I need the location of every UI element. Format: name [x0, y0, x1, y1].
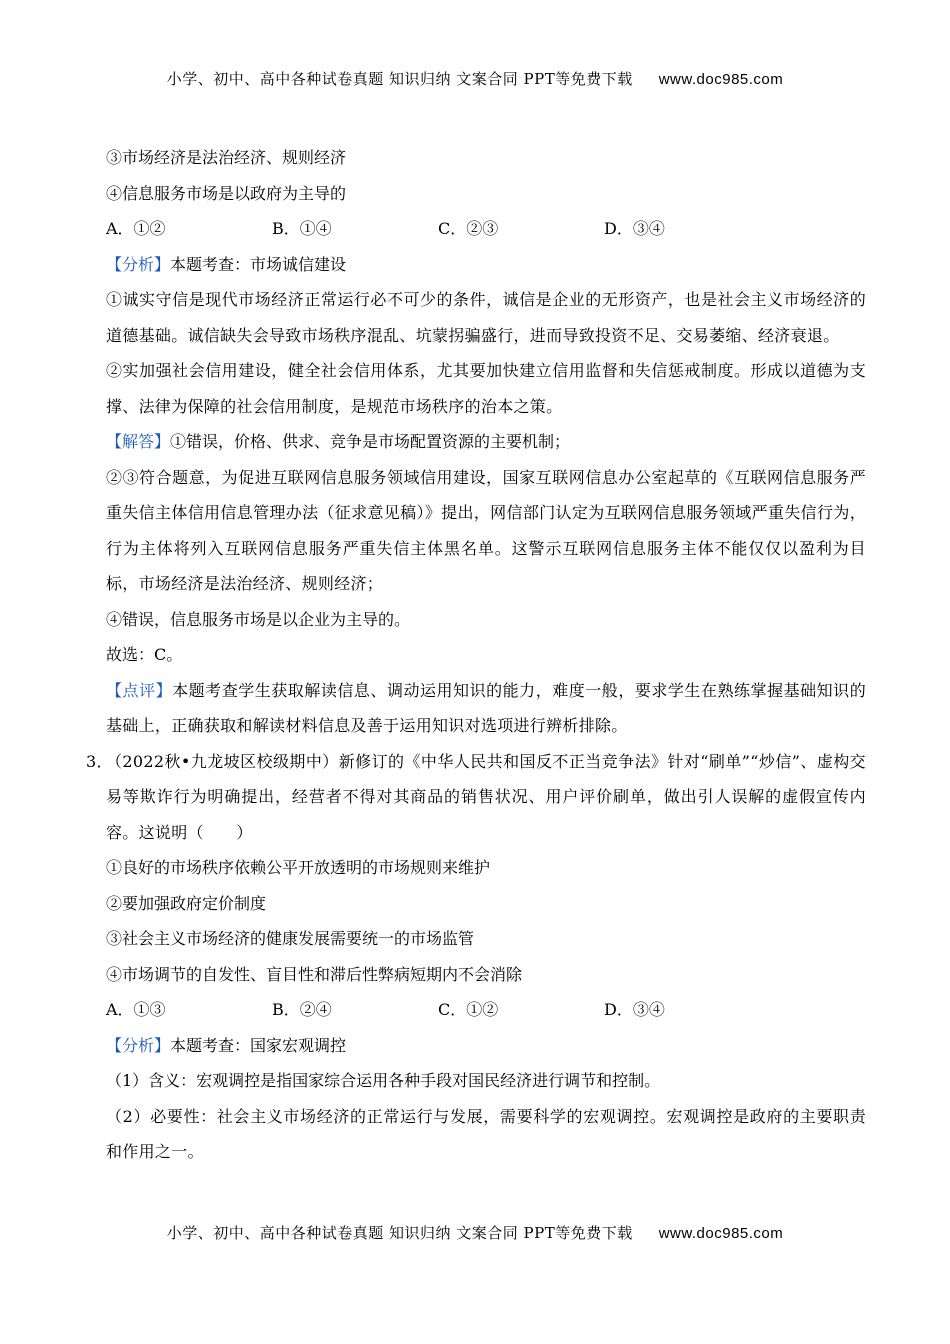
q3-item-4: ④市场调节的自发性、盲目性和滞后性弊病短期内不会消除 — [106, 964, 523, 984]
q3-option-a: A．①③ — [106, 1000, 166, 1019]
q2-choice: 故选：C。 — [106, 645, 183, 664]
analysis-tag: 【分析】 — [106, 254, 171, 274]
page-footer — [0, 1222, 950, 1243]
q3-analysis-tag: 【分析】 — [106, 1035, 171, 1055]
q3-options — [106, 992, 866, 1028]
q3-number: 3． — [86, 751, 113, 771]
q2-answer-paragraph-3: ④错误，信息服务市场是以企业为主导的。 — [106, 609, 411, 629]
q3-analysis-heading — [106, 1028, 866, 1064]
comment-text: 本题考查学生获取解读信息、调动运用知识的能力，难度一般，要求学生在熟练掌握基础知识的基础上，正确获取和解读材料信息及善于运用知识对选项进行辨析排除。 — [106, 680, 866, 735]
q2-option-a: A．①② — [106, 219, 166, 238]
answer-line-1: ①错误，价格、供求、竞争是市场配置资源的主要机制； — [170, 432, 571, 451]
q3-stem — [86, 744, 866, 851]
answer-tag: 【解答】 — [106, 432, 171, 451]
document-body — [86, 140, 866, 1170]
analysis-title: 本题考查：市场诚信建设 — [170, 254, 347, 274]
q3-option-b: B．②④ — [272, 1000, 332, 1019]
q2-item-4: ④信息服务市场是以政府为主导的 — [106, 183, 347, 203]
q3-analysis-paragraph-1: （1）含义：宏观调控是指国家综合运用各种手段对国民经济进行调节和控制。 — [106, 1071, 661, 1090]
q3-stem-text: （2022秋•九龙坡区校级期中）新修订的《中华人民共和国反不正当竞争法》针对“刷单”“炒信”、虚构交易等欺诈行为明确提出，经营者不得对其商品的销售状况、用户评价刷单，做出引人误解的虚假宣传内容。这说明（ ） — [106, 751, 866, 842]
q2-option-d: D．③④ — [604, 219, 665, 238]
q3-item-3: ③社会主义市场经济的健康发展需要统一的市场监管 — [106, 929, 475, 948]
q2-answer-heading — [106, 424, 866, 460]
q2-option-b: B．①④ — [272, 219, 332, 238]
q3-analysis-title: 本题考查：国家宏观调控 — [170, 1035, 347, 1055]
q3-analysis-paragraph-2: （2）必要性：社会主义市场经济的正常运行与发展，需要科学的宏观调控。宏观调控是政府的主要职责和作用之一。 — [106, 1106, 866, 1161]
q2-comment — [106, 673, 866, 744]
q2-options — [106, 211, 866, 247]
q2-analysis-heading — [106, 247, 866, 283]
footer-text: 小学、初中、高中各种试卷真题 知识归纳 文案合同 PPT等免费下载 — [166, 1224, 633, 1242]
q3-item-2: ②要加强政府定价制度 — [106, 893, 267, 913]
q2-analysis-paragraph-1: ①诚实守信是现代市场经济正常运行必不可少的条件，诚信是企业的无形资产，也是社会主义市场经济的道德基础。诚信缺失会导致市场秩序混乱、坑蒙拐骗盛行，进而导致投资不足、交易萎缩、经济衰退。 — [106, 290, 866, 345]
header-url[interactable]: www.doc985.com — [658, 71, 784, 88]
header-text: 小学、初中、高中各种试卷真题 知识归纳 文案合同 PPT等免费下载 — [166, 70, 633, 88]
page-header — [0, 68, 950, 89]
q3-option-c: C．①② — [438, 1000, 499, 1019]
footer-url[interactable]: www.doc985.com — [658, 1225, 784, 1242]
q2-answer-paragraph-2: ②③符合题意，为促进互联网信息服务领域信用建设，国家互联网信息办公室起草的《互联网信息服务严重失信主体信用信息管理办法（征求意见稿）》提出，网信部门认定为互联网信息服务领域严重失信行为，行为主体将列入互联网信息服务严重失信主体黑名单。这警示互联网信息服务主体不能仅仅以盈利为目标，市场经济是法治经济、规则经济； — [106, 467, 866, 593]
q2-item-3: ③市场经济是法治经济、规则经济 — [106, 148, 347, 167]
q2-option-c: C．②③ — [438, 219, 499, 238]
q2-analysis-paragraph-2: ②实加强社会信用建设，健全社会信用体系，尤其要加快建立信用监督和失信惩戒制度。形成以道德为支撑、法律为保障的社会信用制度，是规范市场秩序的治本之策。 — [106, 361, 866, 416]
q3-item-1: ①良好的市场秩序依赖公平开放透明的市场规则来维护 — [106, 858, 491, 877]
q3-option-d: D．③④ — [604, 1000, 665, 1019]
comment-tag: 【点评】 — [106, 680, 173, 700]
